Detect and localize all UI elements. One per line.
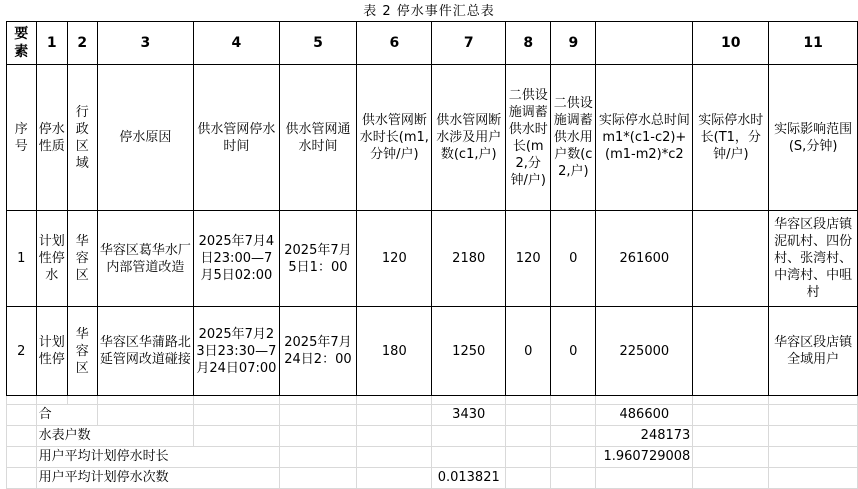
row-total: 225000 [596, 307, 693, 396]
spacer-row [7, 396, 858, 405]
row-t1 [693, 211, 769, 307]
summary-total-label: 合 [36, 405, 97, 426]
header-c1: 供水管网断水涉及用户数(c1,户) [432, 65, 506, 211]
table-title: 表 2 停水事件汇总表 [363, 4, 495, 19]
header-number-4: 4 [194, 22, 279, 65]
summary-meter-row [7, 426, 858, 447]
row-scope: 华容区段店镇全域用户 [769, 307, 858, 396]
summary-avg-count-value: 0.013821 [432, 468, 506, 489]
row-resume-time: 2025年7月24日2：00 [279, 307, 357, 396]
row-c1: 2180 [432, 211, 506, 307]
header-number-blank [596, 22, 693, 65]
header-stop-time: 供水管网停水时间 [194, 65, 279, 211]
header-element-label: 要素 [7, 22, 37, 65]
header-t1: 实际停水时长(T1，分钟/户) [693, 65, 769, 211]
header-district: 行政区域 [68, 65, 98, 211]
summary-avg-time-value: 1.960729008 [596, 447, 693, 468]
row-t1 [693, 307, 769, 396]
header-number-2: 2 [68, 22, 98, 65]
row-district: 华容区 [68, 211, 98, 307]
summary-avg-count-row [7, 468, 858, 489]
header-m2: 二供设施调蓄供水时长(m2,分钟/户) [506, 65, 551, 211]
row-m2: 120 [506, 211, 551, 307]
row-seq: 2 [7, 307, 37, 396]
row-reason: 华容区华蒲路北延管网改道碰接 [97, 307, 194, 396]
header-reason: 停水原因 [97, 65, 194, 211]
row-c1: 1250 [432, 307, 506, 396]
summary-total-row [7, 405, 858, 426]
row-resume-time: 2025年7月5日1：00 [279, 211, 357, 307]
row-c2: 0 [551, 211, 596, 307]
row-nature: 计划性停 [36, 307, 67, 396]
header-number-5: 5 [279, 22, 357, 65]
row-seq: 1 [7, 211, 37, 307]
row-stop-time: 2025年7月4日23:00—7月5日02:00 [194, 211, 279, 307]
header-c2: 二供设施调蓄供水用户数(c2,户) [551, 65, 596, 211]
summary-avg-count-label: 用户平均计划停水次数 [36, 468, 279, 489]
header-number-1: 1 [36, 22, 67, 65]
summary-total-total: 486600 [596, 405, 693, 426]
row-stop-time: 2025年7月23日23:30—7月24日07:00 [194, 307, 279, 396]
summary-avg-time-row [7, 447, 858, 468]
header-resume-time: 供水管网通水时间 [279, 65, 357, 211]
row-m2: 0 [506, 307, 551, 396]
header-number-8: 8 [506, 22, 551, 65]
header-number-11: 11 [769, 22, 858, 65]
header-scope: 实际影响范围(S,分钟) [769, 65, 858, 211]
summary-total-c1: 3430 [432, 405, 506, 426]
header-number-row [7, 22, 858, 65]
row-m1: 120 [357, 211, 432, 307]
header-total: 实际停水总时间m1*(c1-c2)+(m1-m2)*c2 [596, 65, 693, 211]
summary-meter-label: 水表户数 [36, 426, 194, 447]
header-number-9: 9 [551, 22, 596, 65]
table-row [7, 307, 858, 396]
outage-summary-table [6, 21, 858, 489]
row-scope: 华容区段店镇泥矶村、四份村、张湾村、中湾村、中咀村 [769, 211, 858, 307]
table-row [7, 211, 858, 307]
row-district: 华容区 [68, 307, 98, 396]
header-nature: 停水性质 [36, 65, 67, 211]
row-nature: 计划性停水 [36, 211, 67, 307]
summary-meter-value: 248173 [596, 426, 693, 447]
header-number-3: 3 [97, 22, 194, 65]
row-m1: 180 [357, 307, 432, 396]
header-m1: 供水管网断水时长(m1,分钟/户) [357, 65, 432, 211]
header-number-10: 10 [693, 22, 769, 65]
header-seq: 序号 [7, 65, 37, 211]
header-label-row [7, 65, 858, 211]
row-reason: 华容区葛华水厂内部管道改造 [97, 211, 194, 307]
row-c2: 0 [551, 307, 596, 396]
header-number-7: 7 [432, 22, 506, 65]
header-number-6: 6 [357, 22, 432, 65]
row-total: 261600 [596, 211, 693, 307]
summary-avg-time-label: 用户平均计划停水时长 [36, 447, 279, 468]
